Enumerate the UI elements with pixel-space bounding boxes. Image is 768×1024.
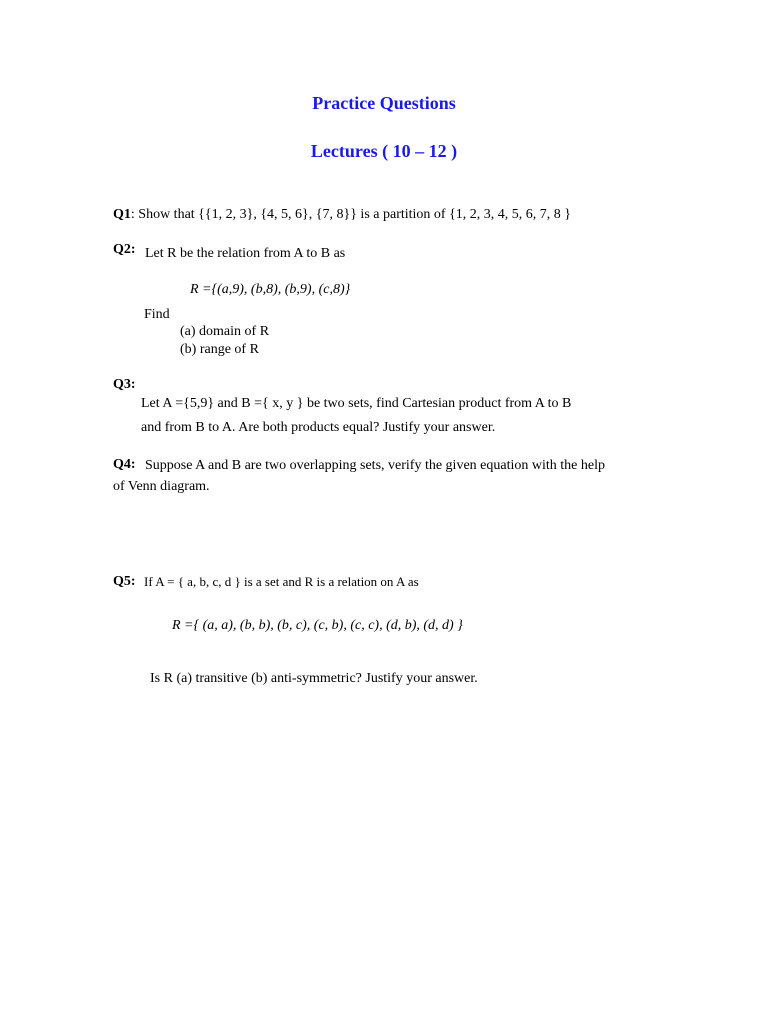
question-1 [113,206,571,225]
question-2-relation: R ={(a,9), (b,8), (b,9), (c,8)} [190,282,351,297]
question-2-part-a: (a) domain of R [180,324,270,339]
question-2-label: Q2: [113,242,136,257]
question-5-question: Is R (a) transitive (b) anti-symmetric? Justify your answer. [150,671,478,686]
page-title: Practice Questions [312,93,456,113]
question-4-line-2: of Venn diagram. [113,479,210,494]
question-4-line-1: Suppose A and B are two overlapping sets, verify the given equation with the help [145,458,605,473]
question-5-label: Q5: [113,574,136,589]
question-1-label: Q1 [113,207,131,222]
question-5-line-1: If A = { a, b, c, d } is a set and R is a relation on A as [144,574,419,589]
question-4-label: Q4: [113,457,136,472]
page-subtitle: Lectures ( 10 – 12 ) [310,141,458,161]
question-3-label: Q3: [113,377,136,392]
question-2-find: Find [144,307,170,322]
question-1-text: : Show that {{1, 2, 3}, {4, 5, 6}, {7, 8}} is a partition of {1, 2, 3, 4, 5, 6, 7, 8 } [130,207,572,222]
question-2-text: Let R be the relation from A to B as [145,246,346,261]
question-3-line-1: Let A ={5,9} and B ={ x, y } be two sets, find Cartesian product from A to B [141,396,572,411]
question-3-line-2: and from B to A. Are both products equal? Justify your answer. [141,420,496,435]
question-5-relation: R ={ (a, a), (b, b), (b, c), (c, b), (c, c), (d, b), (d, d) } [172,618,463,633]
question-2-part-b: (b) range of R [180,342,259,357]
